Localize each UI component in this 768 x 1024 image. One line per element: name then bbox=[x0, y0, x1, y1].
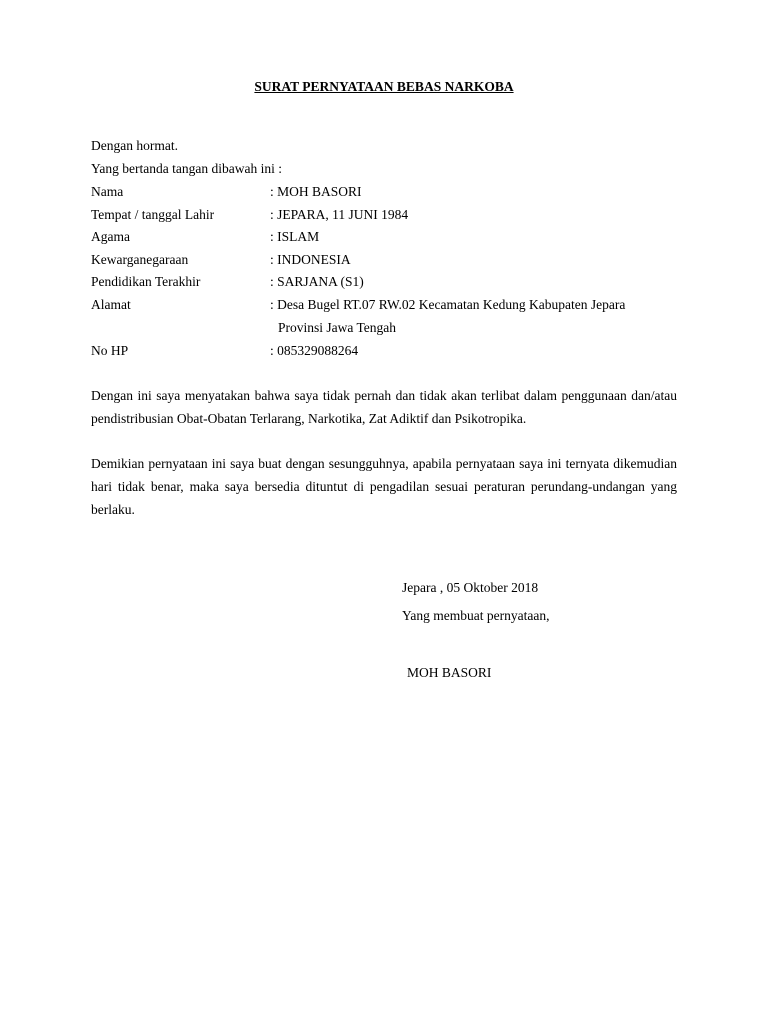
field-label: Nama bbox=[91, 184, 124, 199]
intro-text: Yang bertanda tangan dibawah ini : bbox=[91, 161, 282, 176]
field-label: Tempat / tanggal Lahir bbox=[91, 206, 215, 222]
document-title: SURAT PERNYATAAN BEBAS NARKOBA bbox=[254, 79, 514, 94]
signature-role: Yang membuat pernyataan, bbox=[402, 608, 550, 623]
field-value: : ISLAM bbox=[270, 229, 320, 244]
field-value: : Desa Bugel RT.07 RW.02 Kecamatan Kedung Kabupaten Jepara bbox=[270, 296, 626, 312]
field-value: : MOH BASORI bbox=[270, 184, 362, 199]
field-value: : SARJANA (S1) bbox=[270, 274, 364, 289]
field-label: No HP bbox=[91, 342, 129, 358]
field-row-nama bbox=[91, 181, 691, 204]
signature-name: MOH BASORI bbox=[407, 665, 492, 680]
field-label: Alamat bbox=[91, 296, 131, 312]
field-label: Agama bbox=[91, 229, 130, 244]
intro-block bbox=[91, 135, 691, 181]
field-row-tempat-tanggal-lahir bbox=[91, 204, 691, 227]
field-row-no-hp bbox=[91, 340, 691, 363]
greeting-text: Dengan hormat. bbox=[91, 138, 178, 153]
identity-fields bbox=[91, 181, 691, 362]
closing-paragraph: Demikian pernyataan ini saya buat dengan sesungguhnya, apabila pernyataan saya ini ternyata dikemudian hari tidak benar, maka saya bersedia dituntut di pengadilan sesuai peraturan perundang-undangan yang berlaku. bbox=[91, 456, 677, 517]
field-value-continuation: Provinsi Jawa Tengah bbox=[278, 320, 397, 335]
field-value: : 085329088264 bbox=[270, 342, 359, 358]
signature-place-date: Jepara , 05 Oktober 2018 bbox=[402, 580, 539, 595]
statement-paragraph: Dengan ini saya menyatakan bahwa saya tidak pernah dan tidak akan terlibat dalam penggunaan dan/atau pendistribusian Obat-Obatan Terlarang, Narkotika, Zat Adiktif dan Psikotropika. bbox=[91, 388, 677, 426]
field-value: : JEPARA, 11 JUNI 1984 bbox=[270, 206, 409, 222]
field-row-agama bbox=[91, 226, 691, 249]
field-label: Pendidikan Terakhir bbox=[91, 274, 201, 289]
field-row-pendidikan-terakhir bbox=[91, 271, 691, 294]
field-label: Kewarganegaraan bbox=[91, 251, 189, 267]
field-value-group bbox=[270, 294, 691, 340]
field-row-alamat bbox=[91, 294, 691, 340]
field-value: : INDONESIA bbox=[270, 251, 351, 267]
field-row-kewarganegaraan bbox=[91, 249, 691, 272]
